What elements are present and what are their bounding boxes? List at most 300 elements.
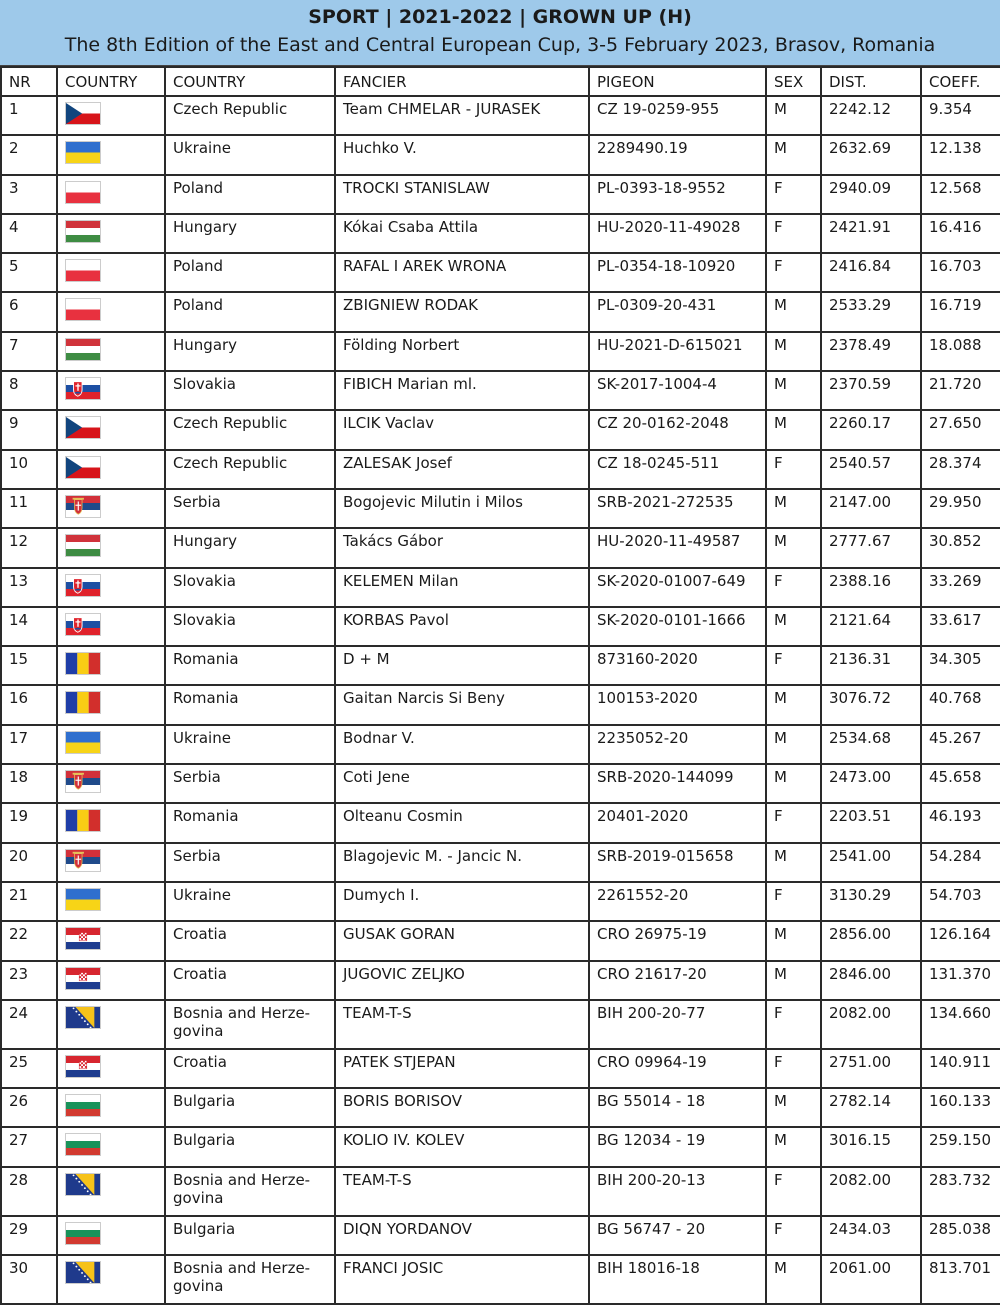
table-row	[1, 1255, 1000, 1304]
row-pigeon: 100153-2020	[589, 685, 766, 724]
row-flag-cell	[57, 528, 165, 567]
row-coeff: 45.658	[921, 764, 1000, 803]
row-fancier: Coti Jene	[335, 764, 589, 803]
row-country: Slovakia	[165, 607, 335, 646]
row-pigeon: SRB-2021-272535	[589, 489, 766, 528]
row-pigeon: PL-0393-18-9552	[589, 175, 766, 214]
romania-flag-icon	[65, 809, 101, 832]
table-row	[1, 528, 1000, 567]
hungary-flag-icon	[65, 534, 101, 557]
bosnia-flag-icon	[65, 1261, 101, 1284]
table-row	[1, 921, 1000, 960]
row-fancier: KELEMEN Milan	[335, 568, 589, 607]
row-sex: M	[766, 607, 821, 646]
czech-flag-icon	[65, 456, 101, 479]
row-coeff: 33.617	[921, 607, 1000, 646]
row-pigeon: CZ 20-0162-2048	[589, 410, 766, 449]
row-pigeon: CZ 18-0245-511	[589, 450, 766, 489]
table-row	[1, 410, 1000, 449]
row-coeff: 54.703	[921, 882, 1000, 921]
row-flag-cell	[57, 175, 165, 214]
row-dist: 2940.09	[821, 175, 921, 214]
row-coeff: 46.193	[921, 803, 1000, 842]
row-pigeon: SK-2020-0101-1666	[589, 607, 766, 646]
slovakia-flag-icon	[65, 613, 101, 636]
table-row	[1, 135, 1000, 174]
row-pigeon: BG 12034 - 19	[589, 1127, 766, 1166]
row-fancier: Földing Norbert	[335, 332, 589, 371]
row-sex: F	[766, 450, 821, 489]
row-fancier: PATEK STJEPAN	[335, 1049, 589, 1088]
row-fancier: KORBAS Pavol	[335, 607, 589, 646]
row-fancier: RAFAL I AREK WRONA	[335, 253, 589, 292]
row-fancier: GUSAK GORAN	[335, 921, 589, 960]
row-sex: F	[766, 1216, 821, 1255]
row-pigeon: CRO 26975-19	[589, 921, 766, 960]
table-row	[1, 96, 1000, 135]
romania-flag-icon	[65, 652, 101, 675]
table-header-row	[1, 67, 1000, 96]
row-sex: M	[766, 292, 821, 331]
row-dist: 2147.00	[821, 489, 921, 528]
row-nr: 5	[1, 253, 57, 292]
row-flag-cell	[57, 1167, 165, 1216]
table-row	[1, 292, 1000, 331]
row-sex: F	[766, 568, 821, 607]
row-sex: F	[766, 1000, 821, 1049]
row-country: Bulgaria	[165, 1216, 335, 1255]
row-fancier: FIBICH Marian ml.	[335, 371, 589, 410]
row-sex: M	[766, 528, 821, 567]
table-row	[1, 1088, 1000, 1127]
table-row	[1, 253, 1000, 292]
row-coeff: 131.370	[921, 961, 1000, 1000]
row-pigeon: 2261552-20	[589, 882, 766, 921]
row-sex: F	[766, 214, 821, 253]
ukraine-flag-icon	[65, 888, 101, 911]
row-dist: 2434.03	[821, 1216, 921, 1255]
row-pigeon: SK-2020-01007-649	[589, 568, 766, 607]
poland-flag-icon	[65, 259, 101, 282]
row-coeff: 126.164	[921, 921, 1000, 960]
croatia-flag-icon	[65, 967, 101, 990]
poland-flag-icon	[65, 298, 101, 321]
row-dist: 2421.91	[821, 214, 921, 253]
row-fancier: Bogojevic Milutin i Milos	[335, 489, 589, 528]
romania-flag-icon	[65, 691, 101, 714]
row-country: Hungary	[165, 332, 335, 371]
row-nr: 14	[1, 607, 57, 646]
column-header-sex: SEX	[766, 67, 821, 96]
row-nr: 20	[1, 843, 57, 882]
row-nr: 17	[1, 725, 57, 764]
row-coeff: 259.150	[921, 1127, 1000, 1166]
row-nr: 3	[1, 175, 57, 214]
row-nr: 16	[1, 685, 57, 724]
row-nr: 19	[1, 803, 57, 842]
row-flag-cell	[57, 764, 165, 803]
slovakia-flag-icon	[65, 574, 101, 597]
row-dist: 2416.84	[821, 253, 921, 292]
row-coeff: 54.284	[921, 843, 1000, 882]
row-sex: F	[766, 646, 821, 685]
row-country: Croatia	[165, 961, 335, 1000]
table-row	[1, 646, 1000, 685]
row-pigeon: HU-2020-11-49028	[589, 214, 766, 253]
row-flag-cell	[57, 568, 165, 607]
row-fancier: Bodnar V.	[335, 725, 589, 764]
table-row	[1, 214, 1000, 253]
row-dist: 2121.64	[821, 607, 921, 646]
column-header-dist: DIST.	[821, 67, 921, 96]
row-fancier: Team CHMELAR - JURASEK	[335, 96, 589, 135]
row-dist: 2370.59	[821, 371, 921, 410]
row-pigeon: 2289490.19	[589, 135, 766, 174]
row-nr: 30	[1, 1255, 57, 1304]
row-dist: 2082.00	[821, 1167, 921, 1216]
row-nr: 27	[1, 1127, 57, 1166]
row-pigeon: BIH 200-20-77	[589, 1000, 766, 1049]
row-nr: 7	[1, 332, 57, 371]
row-sex: F	[766, 253, 821, 292]
row-nr: 15	[1, 646, 57, 685]
row-dist: 2260.17	[821, 410, 921, 449]
row-flag-cell	[57, 1216, 165, 1255]
serbia-flag-icon	[65, 849, 101, 872]
row-fancier: BORIS BORISOV	[335, 1088, 589, 1127]
row-pigeon: CRO 21617-20	[589, 961, 766, 1000]
row-fancier: Kókai Csaba Attila	[335, 214, 589, 253]
row-fancier: KOLIO IV. KOLEV	[335, 1127, 589, 1166]
table-row	[1, 882, 1000, 921]
row-pigeon: 873160-2020	[589, 646, 766, 685]
row-coeff: 813.701	[921, 1255, 1000, 1304]
row-dist: 3016.15	[821, 1127, 921, 1166]
row-coeff: 16.416	[921, 214, 1000, 253]
row-flag-cell	[57, 685, 165, 724]
row-dist: 2533.29	[821, 292, 921, 331]
row-sex: M	[766, 410, 821, 449]
row-fancier: D + M	[335, 646, 589, 685]
row-dist: 2473.00	[821, 764, 921, 803]
row-coeff: 21.720	[921, 371, 1000, 410]
row-flag-cell	[57, 882, 165, 921]
table-row	[1, 1049, 1000, 1088]
row-coeff: 45.267	[921, 725, 1000, 764]
row-dist: 3076.72	[821, 685, 921, 724]
croatia-flag-icon	[65, 927, 101, 950]
table-row	[1, 175, 1000, 214]
row-flag-cell	[57, 1088, 165, 1127]
row-coeff: 30.852	[921, 528, 1000, 567]
row-nr: 24	[1, 1000, 57, 1049]
serbia-flag-icon	[65, 495, 101, 518]
row-flag-cell	[57, 253, 165, 292]
row-coeff: 140.911	[921, 1049, 1000, 1088]
row-nr: 6	[1, 292, 57, 331]
bosnia-flag-icon	[65, 1173, 101, 1196]
row-dist: 2777.67	[821, 528, 921, 567]
row-fancier: Dumych I.	[335, 882, 589, 921]
row-dist: 2203.51	[821, 803, 921, 842]
row-coeff: 33.269	[921, 568, 1000, 607]
row-flag-cell	[57, 489, 165, 528]
row-fancier: Gaitan Narcis Si Beny	[335, 685, 589, 724]
row-dist: 2540.57	[821, 450, 921, 489]
row-country: Ukraine	[165, 725, 335, 764]
row-nr: 28	[1, 1167, 57, 1216]
row-nr: 13	[1, 568, 57, 607]
row-flag-cell	[57, 646, 165, 685]
row-country: Hungary	[165, 214, 335, 253]
row-pigeon: BG 56747 - 20	[589, 1216, 766, 1255]
row-nr: 8	[1, 371, 57, 410]
row-coeff: 34.305	[921, 646, 1000, 685]
row-fancier: TEAM-T-S	[335, 1000, 589, 1049]
column-header-country: COUNTRY	[165, 67, 335, 96]
row-dist: 2632.69	[821, 135, 921, 174]
row-flag-cell	[57, 1127, 165, 1166]
bulgaria-flag-icon	[65, 1094, 101, 1117]
row-nr: 29	[1, 1216, 57, 1255]
row-flag-cell	[57, 371, 165, 410]
slovakia-flag-icon	[65, 377, 101, 400]
row-nr: 21	[1, 882, 57, 921]
row-pigeon: 2235052-20	[589, 725, 766, 764]
row-pigeon: CZ 19-0259-955	[589, 96, 766, 135]
row-country: Czech Republic	[165, 96, 335, 135]
table-row	[1, 803, 1000, 842]
row-flag-cell	[57, 725, 165, 764]
row-fancier: JUGOVIC ZELJKO	[335, 961, 589, 1000]
table-row	[1, 450, 1000, 489]
row-flag-cell	[57, 332, 165, 371]
row-flag-cell	[57, 1000, 165, 1049]
table-row	[1, 725, 1000, 764]
table-row	[1, 1216, 1000, 1255]
row-sex: M	[766, 764, 821, 803]
table-row	[1, 607, 1000, 646]
row-coeff: 16.719	[921, 292, 1000, 331]
row-country: Romania	[165, 685, 335, 724]
column-header-country-flag: COUNTRY	[57, 67, 165, 96]
row-country: Poland	[165, 292, 335, 331]
table-row	[1, 843, 1000, 882]
row-sex: M	[766, 135, 821, 174]
row-fancier: FRANCI JOSIC	[335, 1255, 589, 1304]
column-header-fancier: FANCIER	[335, 67, 589, 96]
table-row	[1, 332, 1000, 371]
row-nr: 4	[1, 214, 57, 253]
bulgaria-flag-icon	[65, 1133, 101, 1156]
row-nr: 12	[1, 528, 57, 567]
table-row	[1, 764, 1000, 803]
poland-flag-icon	[65, 181, 101, 204]
row-dist: 2856.00	[821, 921, 921, 960]
row-coeff: 12.568	[921, 175, 1000, 214]
row-dist: 2751.00	[821, 1049, 921, 1088]
row-country: Poland	[165, 253, 335, 292]
row-fancier: ZBIGNIEW RODAK	[335, 292, 589, 331]
row-sex: M	[766, 332, 821, 371]
table-row	[1, 685, 1000, 724]
row-sex: M	[766, 725, 821, 764]
row-coeff: 29.950	[921, 489, 1000, 528]
row-pigeon: BG 55014 - 18	[589, 1088, 766, 1127]
bulgaria-flag-icon	[65, 1222, 101, 1245]
row-sex: F	[766, 882, 821, 921]
row-pigeon: BIH 200-20-13	[589, 1167, 766, 1216]
ukraine-flag-icon	[65, 141, 101, 164]
row-fancier: Olteanu Cosmin	[335, 803, 589, 842]
row-coeff: 27.650	[921, 410, 1000, 449]
column-header-nr: NR	[1, 67, 57, 96]
row-sex: M	[766, 921, 821, 960]
row-nr: 11	[1, 489, 57, 528]
row-country: Ukraine	[165, 135, 335, 174]
row-flag-cell	[57, 410, 165, 449]
row-pigeon: SRB-2020-144099	[589, 764, 766, 803]
row-dist: 2082.00	[821, 1000, 921, 1049]
table-row	[1, 1167, 1000, 1216]
results-subtitle: The 8th Edition of the East and Central European Cup, 3-5 February 2023, Brasov, Romania	[64, 34, 936, 56]
row-sex: F	[766, 1167, 821, 1216]
table-row	[1, 961, 1000, 1000]
row-coeff: 18.088	[921, 332, 1000, 371]
row-country: Slovakia	[165, 371, 335, 410]
row-sex: F	[766, 1049, 821, 1088]
row-country: Serbia	[165, 764, 335, 803]
row-country: Slovakia	[165, 568, 335, 607]
row-sex: M	[766, 843, 821, 882]
table-row	[1, 1000, 1000, 1049]
row-flag-cell	[57, 292, 165, 331]
row-nr: 2	[1, 135, 57, 174]
row-fancier: TROCKI STANISLAW	[335, 175, 589, 214]
table-row	[1, 371, 1000, 410]
row-fancier: Takács Gábor	[335, 528, 589, 567]
row-country: Bulgaria	[165, 1127, 335, 1166]
croatia-flag-icon	[65, 1055, 101, 1078]
row-sex: F	[766, 803, 821, 842]
row-nr: 18	[1, 764, 57, 803]
row-coeff: 285.038	[921, 1216, 1000, 1255]
row-dist: 2846.00	[821, 961, 921, 1000]
ukraine-flag-icon	[65, 731, 101, 754]
row-fancier: ZALESAK Josef	[335, 450, 589, 489]
row-flag-cell	[57, 135, 165, 174]
row-nr: 26	[1, 1088, 57, 1127]
row-dist: 2534.68	[821, 725, 921, 764]
row-country: Poland	[165, 175, 335, 214]
bosnia-flag-icon	[65, 1006, 101, 1029]
row-fancier: Blagojevic M. - Jancic N.	[335, 843, 589, 882]
row-dist: 2136.31	[821, 646, 921, 685]
row-fancier: Huchko V.	[335, 135, 589, 174]
row-country: Romania	[165, 646, 335, 685]
row-country: Czech Republic	[165, 410, 335, 449]
row-flag-cell	[57, 1255, 165, 1304]
row-nr: 10	[1, 450, 57, 489]
row-sex: M	[766, 685, 821, 724]
row-sex: M	[766, 1088, 821, 1127]
row-sex: M	[766, 961, 821, 1000]
row-pigeon: PL-0309-20-431	[589, 292, 766, 331]
row-pigeon: 20401-2020	[589, 803, 766, 842]
row-flag-cell	[57, 214, 165, 253]
row-flag-cell	[57, 1049, 165, 1088]
czech-flag-icon	[65, 416, 101, 439]
table-row	[1, 1127, 1000, 1166]
row-coeff: 283.732	[921, 1167, 1000, 1216]
row-nr: 1	[1, 96, 57, 135]
row-pigeon: HU-2020-11-49587	[589, 528, 766, 567]
row-nr: 25	[1, 1049, 57, 1088]
row-dist: 2541.00	[821, 843, 921, 882]
row-flag-cell	[57, 607, 165, 646]
row-pigeon: HU-2021-D-615021	[589, 332, 766, 371]
row-sex: M	[766, 1127, 821, 1166]
row-dist: 2782.14	[821, 1088, 921, 1127]
column-header-pigeon: PIGEON	[589, 67, 766, 96]
row-coeff: 40.768	[921, 685, 1000, 724]
czech-flag-icon	[65, 102, 101, 125]
row-coeff: 9.354	[921, 96, 1000, 135]
row-country: Croatia	[165, 1049, 335, 1088]
column-header-coeff: COEFF.	[921, 67, 1000, 96]
row-coeff: 16.703	[921, 253, 1000, 292]
row-pigeon: PL-0354-18-10920	[589, 253, 766, 292]
row-coeff: 134.660	[921, 1000, 1000, 1049]
row-flag-cell	[57, 843, 165, 882]
row-pigeon: CRO 09964-19	[589, 1049, 766, 1088]
row-country: Ukraine	[165, 882, 335, 921]
row-fancier: ILCIK Vaclav	[335, 410, 589, 449]
results-header	[0, 0, 1000, 66]
row-pigeon: BIH 18016-18	[589, 1255, 766, 1304]
row-dist: 2061.00	[821, 1255, 921, 1304]
row-sex: F	[766, 175, 821, 214]
hungary-flag-icon	[65, 220, 101, 243]
table-row	[1, 489, 1000, 528]
row-pigeon: SK-2017-1004-4	[589, 371, 766, 410]
row-dist: 3130.29	[821, 882, 921, 921]
row-country: Croatia	[165, 921, 335, 960]
results-table	[0, 66, 1000, 1305]
row-country: Bosnia and Herze- govina	[165, 1167, 335, 1216]
row-coeff: 12.138	[921, 135, 1000, 174]
row-coeff: 28.374	[921, 450, 1000, 489]
row-dist: 2388.16	[821, 568, 921, 607]
row-country: Bosnia and Herze- govina	[165, 1000, 335, 1049]
row-flag-cell	[57, 96, 165, 135]
row-sex: M	[766, 1255, 821, 1304]
row-fancier: DIQN YORDANOV	[335, 1216, 589, 1255]
row-fancier: TEAM-T-S	[335, 1167, 589, 1216]
row-flag-cell	[57, 450, 165, 489]
row-flag-cell	[57, 803, 165, 842]
row-country: Bosnia and Herze- govina	[165, 1255, 335, 1304]
row-dist: 2242.12	[821, 96, 921, 135]
row-country: Serbia	[165, 489, 335, 528]
row-nr: 22	[1, 921, 57, 960]
row-sex: M	[766, 371, 821, 410]
serbia-flag-icon	[65, 770, 101, 793]
row-country: Romania	[165, 803, 335, 842]
row-pigeon: SRB-2019-015658	[589, 843, 766, 882]
row-dist: 2378.49	[821, 332, 921, 371]
hungary-flag-icon	[65, 338, 101, 361]
